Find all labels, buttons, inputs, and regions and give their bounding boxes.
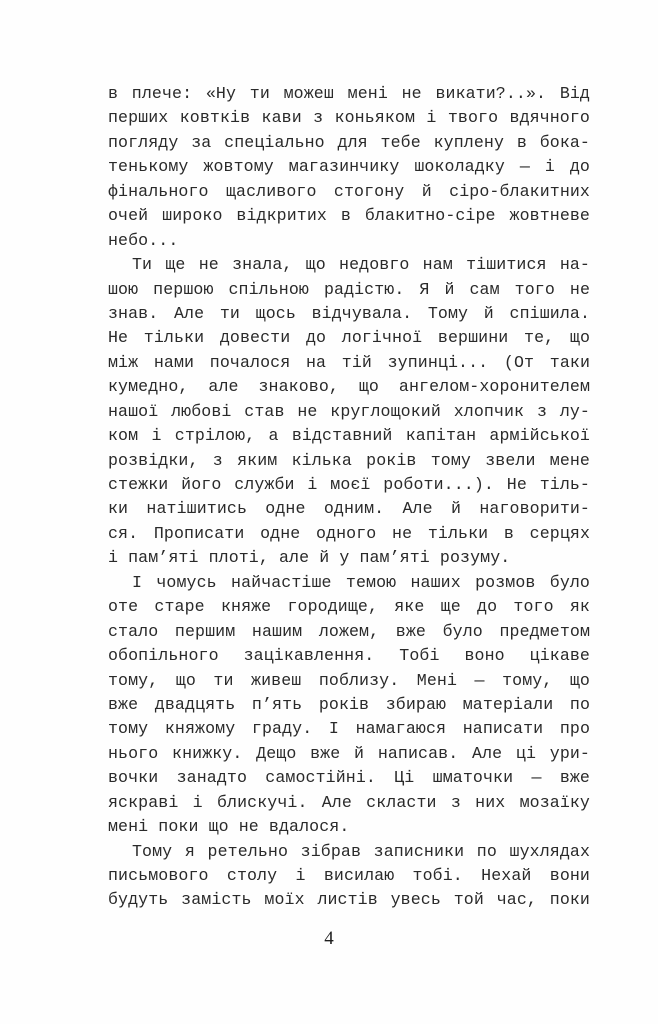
text-line: ки натішитись одне одним. Але й наговорити- [108,499,590,519]
text-line: шою першою спільною радістю. Я й сам того не [108,279,590,299]
text-line: І чомусь найчастіше темою наших розмов було [132,572,590,592]
text-line: нашої любові став не круглощокий хлопчик з лу- [108,401,590,421]
text-line: кумедно, але знаково, що ангелом-хоронителем [108,377,590,397]
text-line: розвідки, з яким кілька років тому звели мене [108,450,590,470]
text-line: погляду за спеціально для тебе куплену в бока- [108,132,590,152]
text-line: стежки його служби і моєї роботи...). Не тіль- [108,475,590,494]
page-number: 4 [324,928,334,949]
text-line: мені поки що не вдалося. [108,817,350,837]
body-text [108,82,590,913]
text-line: вже двадцять п’ять років збираю матеріали по [108,694,590,714]
text-line: обопільного зацікавлення. Тобі воно цікаве [108,646,590,666]
text-line: яскраві і блискучі. Але скласти з них мозаїку [108,792,590,812]
text-line: в плече: «Ну ти можеш мені не викати?..». Від [108,84,590,103]
text-line: ком і стрілою, а відставний капітан армійської [108,426,590,446]
text-line: тенькому жовтому магазинчику шоколадку — і до [108,157,590,177]
text-line: небо... [108,230,179,250]
text-line: стало першим нашим ложем, вже було предметом [108,621,590,641]
text-line: вочки занадто самостійні. Ці шматочки — вже [108,768,590,788]
text-line: тому, що ти живеш поблизу. Мені — тому, що [108,670,590,690]
text-line: перших ковтків кави з коньяком і твого вдячного [108,108,590,128]
text-line: тому княжому граду. І намагаюся написати про [108,719,590,739]
text-line: Ти ще не знала, що недовго нам тішитися на- [132,255,590,275]
text-line: знав. Але ти щось відчувала. Тому й спішила. [108,303,590,323]
text-line: очей широко відкритих в блакитно-сіре жовтневе [108,206,590,226]
text-line: ся. Прописати одне одного не тільки в серцях [108,523,590,543]
text-line: між нами почалося на тій зупинці... (От таки [108,352,590,372]
text-line: і пам’яті плоті, але й у пам’яті розуму. [108,548,511,568]
text-line: Не тільки довести до логічної вершини те, що [108,328,590,348]
text-line: Тому я ретельно зібрав записники по шухлядах [132,841,590,861]
text-line: оте старе княже городище, яке ще до того як [108,597,590,617]
text-line: нього книжку. Дещо вже й написав. Але ці ури- [108,743,590,763]
text-line: будуть замість моїх листів увесь той час, поки [108,890,590,910]
text-line: письмового столу і висилаю тобі. Нехай вони [108,866,590,885]
text-line: фінального щасливого стогону й сіро-блакитних [108,181,590,201]
